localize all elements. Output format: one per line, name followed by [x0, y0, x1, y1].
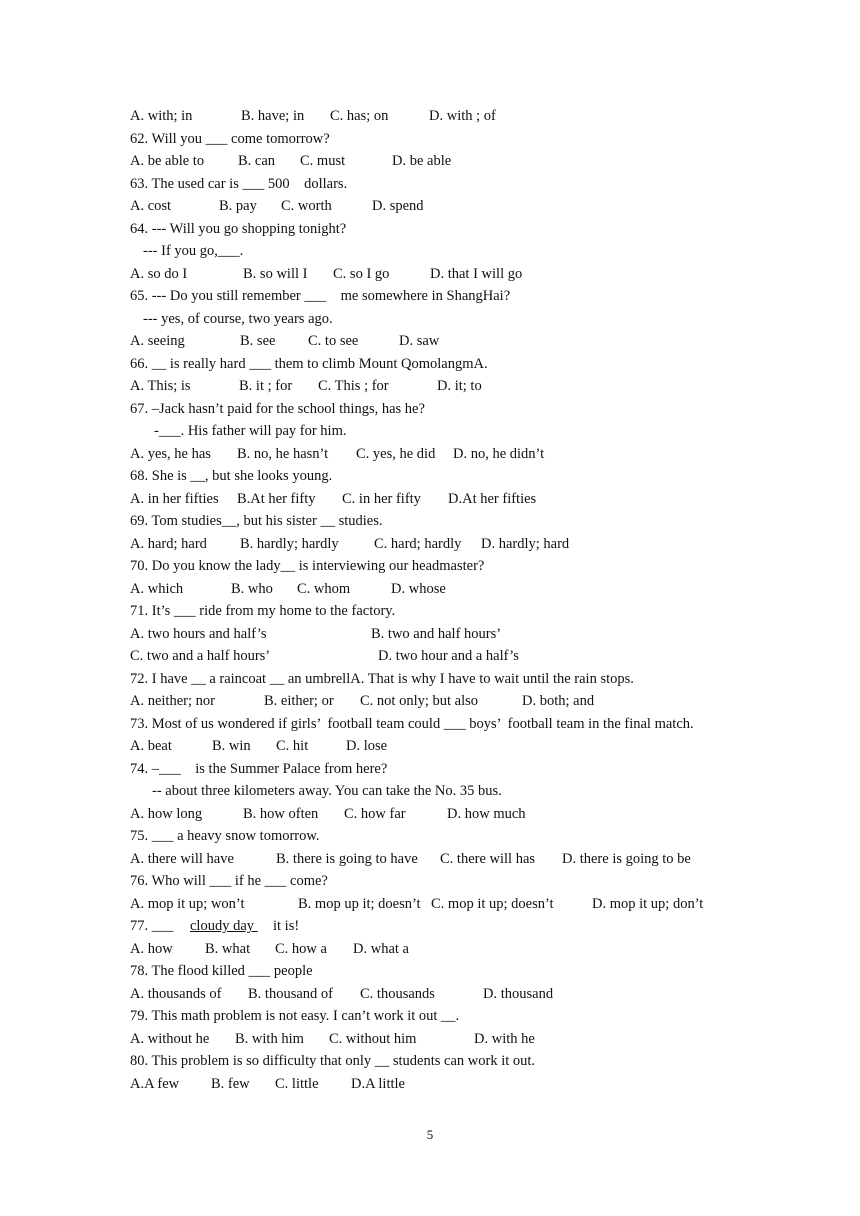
exercise-line — [130, 510, 770, 533]
exercise-line — [130, 128, 770, 151]
line-segment: 78. The flood killed ___ people — [130, 963, 313, 979]
line-segment: B. pay — [219, 198, 257, 214]
line-segment: 68. She is __, but she looks young. — [130, 468, 333, 484]
exercise-line — [130, 488, 770, 511]
line-segment: A. mop it up; won’t — [130, 895, 245, 912]
line-segment: C. has; on — [330, 108, 389, 124]
exercise-line — [130, 623, 770, 646]
exercise-line — [130, 285, 770, 308]
exercise-line — [130, 870, 770, 893]
line-segment: A. thousands of — [130, 985, 222, 1002]
page-number: 5 — [426, 1127, 434, 1142]
line-segment: B. either; or — [264, 693, 334, 709]
line-segment: D. lose — [346, 738, 388, 754]
exercise-line — [130, 375, 770, 398]
line-segment: B. mop up it; doesn’t — [298, 895, 421, 912]
line-segment: D. both; and — [522, 693, 595, 709]
line-segment: B. it ; for — [239, 378, 293, 394]
line-segment: A. cost — [130, 198, 172, 214]
exercise-line — [130, 848, 770, 871]
line-segment: A. without he — [130, 1030, 210, 1047]
line-segment: A. yes, he has — [130, 445, 211, 462]
line-segment: C. hit — [276, 738, 309, 754]
line-segment: D. mop it up; don’t — [592, 895, 704, 912]
line-segment: C. mop it up; doesn’t — [431, 895, 554, 912]
line-segment: D. hardly; hard — [481, 535, 570, 552]
exercise-line — [130, 1073, 770, 1096]
exercise-line — [130, 578, 770, 601]
line-segment: 62. Will you ___ come tomorrow? — [130, 130, 330, 147]
exercise-line — [130, 173, 770, 196]
line-segment: D. no, he didn’t — [453, 445, 545, 462]
line-segment: 66. __ is really hard ___ them to climb Mount QomolangmA. — [130, 355, 488, 372]
line-segment: B. who — [231, 580, 273, 597]
line-segment: B. win — [212, 738, 251, 754]
line-segment: B. thousand of — [248, 985, 333, 1002]
line-segment: A. with; in — [130, 108, 193, 124]
exercise-line — [130, 1005, 770, 1028]
line-segment: B. have; in — [241, 108, 305, 124]
line-segment: 74. –___ is the Summer Palace from here? — [130, 760, 388, 777]
line-segment: 67. –Jack hasn’t paid for the school things, has he? — [130, 400, 425, 417]
line-segment: 64. --- Will you go shopping tonight? — [130, 220, 347, 237]
line-segment: C. to see — [308, 333, 359, 349]
line-segment: 69. Tom studies__, but his sister __ studies. — [130, 513, 383, 529]
exercise-line — [130, 713, 770, 736]
exercise-line — [130, 938, 770, 961]
line-segment: --- yes, of course, two years ago. — [143, 310, 333, 327]
exercise-line — [130, 780, 770, 803]
line-segment: C. two and a half hours’ — [130, 648, 271, 664]
exercise-line — [130, 915, 770, 938]
exercise-line — [130, 465, 770, 488]
line-segment: 80. This problem is so difficulty that only __ students can work it out. — [130, 1053, 536, 1069]
line-segment: B. no, he hasn’t — [237, 445, 329, 462]
line-segment: D. what a — [353, 940, 409, 957]
line-segment: B. few — [211, 1075, 250, 1092]
line-segment: C. must — [300, 153, 346, 169]
exercise-line — [130, 443, 770, 466]
line-segment: D. spend — [372, 198, 424, 214]
line-segment: D. saw — [399, 333, 440, 349]
exercise-line — [130, 420, 770, 443]
line-segment: C. yes, he did — [356, 445, 436, 462]
line-segment: A.A few — [130, 1075, 180, 1092]
line-segment: B. what — [205, 940, 251, 957]
line-segment: 73. Most of us wondered if girls’ football team could ___ boys’ football team in the final match. — [130, 715, 694, 732]
line-segment: 79. This math problem is not easy. I can’t work it out __. — [130, 1008, 460, 1024]
exercise-line — [130, 758, 770, 781]
line-segment: D. it; to — [437, 378, 482, 394]
line-segment: B. how often — [243, 805, 319, 822]
exercise-line — [130, 735, 770, 758]
line-segment: D. that I will go — [430, 265, 523, 282]
line-segment: C. hard; hardly — [374, 535, 462, 552]
line-segment: C. in her fifty — [342, 490, 421, 507]
exercise-line — [130, 195, 770, 218]
line-segment: C. how far — [344, 805, 406, 822]
line-segment: --- If you go,___. — [143, 243, 244, 259]
line-segment: 75. ___ a heavy snow tomorrow. — [130, 828, 320, 844]
line-segment: A. neither; nor — [130, 693, 215, 709]
line-segment: B. two and half hours’ — [371, 625, 502, 642]
line-segment: -___. His father will pay for him. — [154, 423, 347, 439]
line-segment: -- about three kilometers away. You can take the No. 35 bus. — [152, 783, 502, 799]
line-segment: 76. Who will ___ if he ___ come? — [130, 873, 328, 889]
line-segment: C. not only; but also — [360, 693, 479, 709]
line-segment: C. there will has — [440, 850, 536, 867]
line-segment: C. thousands — [360, 985, 435, 1002]
exercise-line — [130, 1050, 770, 1073]
line-segment: C. little — [275, 1075, 319, 1092]
line-segment: D. be able — [392, 153, 452, 169]
line-segment: B. so will I — [243, 265, 308, 282]
line-segment: A. be able to — [130, 153, 205, 169]
line-segment: A. so do I — [130, 265, 188, 282]
line-segment: C. without him — [329, 1030, 417, 1047]
exercise-line — [130, 983, 770, 1006]
line-segment: A. how — [130, 940, 173, 957]
line-segment: 71. It’s ___ ride from my home to the factory. — [130, 603, 396, 619]
exercise-line — [130, 218, 770, 241]
line-segment: D. how much — [447, 805, 526, 822]
line-segment: A. how long — [130, 805, 203, 822]
line-segment: D.At her fifties — [448, 490, 537, 507]
exercise-line — [130, 263, 770, 286]
exercise-line — [130, 150, 770, 173]
line-segment: A. hard; hard — [130, 535, 207, 552]
line-segment: B. can — [238, 153, 276, 169]
line-segment: B. hardly; hardly — [240, 535, 339, 552]
exercise-line — [130, 308, 770, 331]
line-segment: C. so I go — [333, 265, 390, 282]
line-segment: B. there is going to have — [276, 850, 418, 867]
line-segment: 70. Do you know the lady__ is interviewing our headmaster? — [130, 558, 485, 574]
line-segment: D. two hour and a half’s — [378, 648, 519, 664]
line-segment: C. This ; for — [318, 378, 389, 394]
line-segment: D.A little — [351, 1075, 405, 1092]
line-segment: 65. --- Do you still remember ___ me somewhere in ShangHai? — [130, 288, 511, 304]
line-segment: A. in her fifties — [130, 490, 219, 507]
exercise-line — [130, 105, 770, 128]
line-segment: D. with he — [474, 1030, 535, 1047]
line-segment: 72. I have __ a raincoat __ an umbrellA. That is why I have to wait until the rain stops. — [130, 670, 634, 687]
exercise-line — [130, 533, 770, 556]
exercise-line — [130, 555, 770, 578]
line-segment: D. there is going to be — [562, 850, 691, 867]
exercise-line — [130, 398, 770, 421]
line-segment: it is! — [273, 918, 300, 934]
line-segment: C. how a — [275, 940, 327, 957]
exercise-line — [130, 353, 770, 376]
line-segment: D. whose — [391, 580, 446, 597]
line-segment: 63. The used car is ___ 500 dollars. — [130, 175, 348, 192]
line-segment: A. two hours and half’s — [130, 625, 267, 642]
line-segment: A. This; is — [130, 378, 191, 394]
exercise-line — [130, 240, 770, 263]
exercise-line — [130, 645, 770, 668]
line-segment: A. there will have — [130, 850, 234, 867]
line-segment: C. whom — [297, 580, 351, 597]
exercise-line — [130, 668, 770, 691]
exercise-line — [130, 690, 770, 713]
exercise-line — [130, 330, 770, 353]
line-segment: B. see — [240, 333, 276, 349]
line-segment: cloudy day — [190, 918, 258, 934]
exercise-line — [130, 600, 770, 623]
line-segment: D. with ; of — [429, 108, 496, 124]
line-segment: B.At her fifty — [237, 490, 316, 507]
exercise-sheet — [130, 105, 770, 1095]
line-segment: A. beat — [130, 738, 172, 754]
line-segment: A. which — [130, 580, 184, 597]
exercise-line — [130, 803, 770, 826]
exercise-line — [130, 825, 770, 848]
line-segment: A. seeing — [130, 333, 185, 349]
exercise-line — [130, 1028, 770, 1051]
exercise-line — [130, 960, 770, 983]
exercise-line — [130, 893, 770, 916]
line-segment: B. with him — [235, 1030, 304, 1047]
line-segment: C. worth — [281, 198, 332, 214]
line-segment: D. thousand — [483, 985, 554, 1002]
line-segment: 77. ___ — [130, 918, 174, 934]
